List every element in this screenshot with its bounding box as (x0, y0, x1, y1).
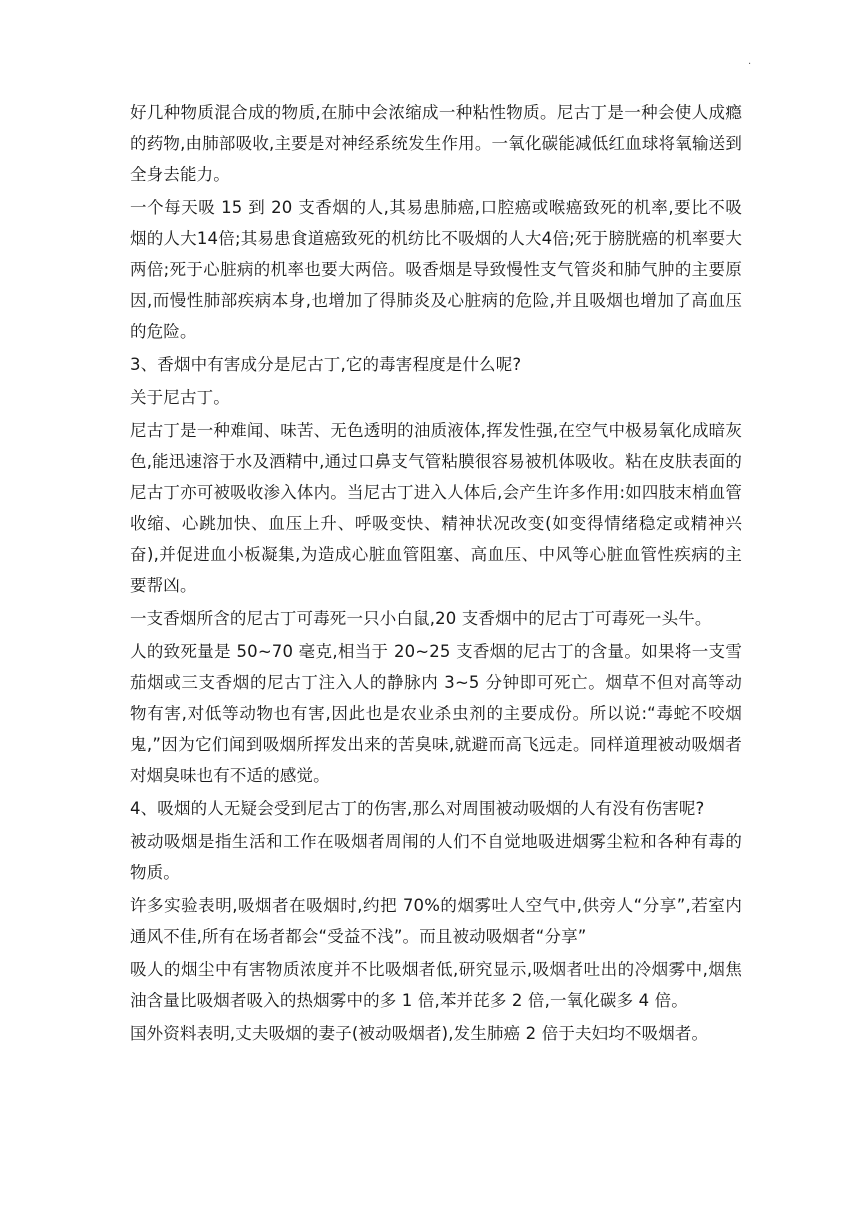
corner-mark: . (748, 56, 752, 67)
section-heading: 4、吸烟的人无疑会受到尼古丁的伤害,那么对周围被动吸烟的人有没有伤害呢? (130, 799, 705, 818)
paragraph: 人的致死量是 50~70 毫克,相当于 20~25 支香烟的尼古丁的含量。如果将一支雪茄烟或三支香烟的尼古丁注入人的静脉内 3~5 分钟即可死亡。烟草不但对高等动物有害,对低等动物也有害,因此也是农业杀虫剂的主要成份。所以说:“毒蛇不咬烟鬼,”因为它们闻到吸烟所挥发出来的苦臭味,就避而高飞远走。同样道理被动吸烟者对烟臭味也有不适的感觉。 (130, 642, 742, 785)
paragraph: 国外资料表明,丈夫吸烟的妻子(被动吸烟者),发生肺癌 2 倍于夫妇均不吸烟者。 (130, 1024, 709, 1043)
body-text (130, 97, 742, 1051)
paragraph: 一个每天吸 15 到 20 支香烟的人,其易患肺癌,口腔癌或喉癌致死的机率,要比不吸烟的人大14倍;其易患食道癌致死的机纺比不吸烟的人大4倍;死于膀胱癌的机率要大两倍;死于心脏病的机率也要大两倍。吸香烟是导致慢性支气管炎和肺气肿的主要原因,而慢性肺部疾病本身,也增加了得肺炎及心脏病的危险,并且吸烟也增加了高血压的危险。 (130, 198, 742, 341)
section-heading: 3、香烟中有害成分是尼古丁,它的毒害程度是什么呢? (130, 355, 522, 374)
paragraph: 关于尼古丁。 (130, 388, 230, 407)
paragraph: 一支香烟所含的尼古丁可毒死一只小白鼠,20 支香烟中的尼古丁可毒死一头牛。 (130, 609, 712, 628)
paragraph: 被动吸烟是指生活和工作在吸烟者周闱的人们不自觉地吸进烟雾尘粒和各种有毒的物质。 (130, 832, 742, 882)
paragraph: 尼古丁是一种难闻、味苦、无色透明的油质液体,挥发性强,在空气中极易氧化成暗灰色,能迅速溶于水及酒精中,通过口鼻支气管粘膜很容易被机体吸收。粘在皮肤表面的尼古丁亦可被吸收渗入体内。当尼古丁进入人体后,会产生许多作用:如四肢末梢血管收缩、心跳加快、血压上升、呼吸变快、精神状况改变(如变得情绪稳定或精神兴奋),并促进血小板凝集,为造成心脏血管阻塞、高血压、中风等心脏血管性疾病的主要帮凶。 (130, 421, 742, 595)
paragraph: 好几种物质混合成的物质,在肺中会浓缩成一种粘性物质。尼古丁是一种会使人成瘾的药物,由肺部吸收,主要是对神经系统发生作用。一氧化碳能减低红血球将氧输送到全身去能力。 (130, 103, 742, 184)
paragraph: 吸人的烟尘中有害物质浓度并不比吸烟者低,研究显示,吸烟者吐出的冷烟雾中,烟焦油含量比吸烟者吸入的热烟雾中的多 1 倍,苯并芘多 2 倍,一氧化碳多 4 倍。 (130, 960, 742, 1010)
paragraph: 许多实验表明,吸烟者在吸烟时,约把 70%的烟雾吐人空气中,供旁人“分享”,若室内通风不佳,所有在场者都会“受益不浅”。而且被动吸烟者“分享” (130, 896, 742, 946)
